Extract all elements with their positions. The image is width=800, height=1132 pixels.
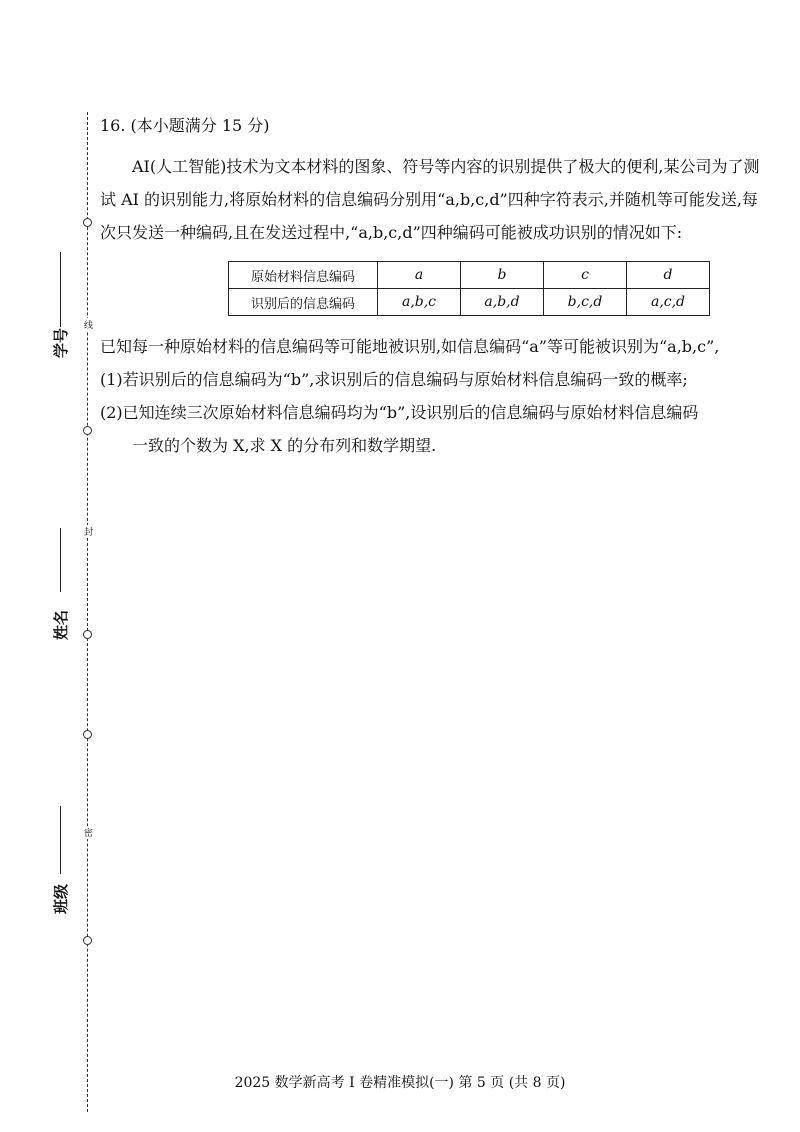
binding-ring <box>83 218 92 227</box>
recognized-code-c: b,c,d <box>544 289 627 316</box>
encoding-table <box>228 261 710 316</box>
known-condition: 已知每一种原始材料的信息编码等可能地被识别,如信息编码“a”等可能被识别为“a,b,c”, <box>100 337 720 356</box>
original-code-d: d <box>627 262 710 289</box>
binding-dashed-line <box>87 112 88 1112</box>
page-footer: 2025 数学新高考 I 卷精准模拟(一) 第 5 页 (共 8 页) <box>234 1075 566 1091</box>
class-underline <box>60 806 61 874</box>
binding-mark-line: 线 <box>82 320 92 329</box>
row-header-original: 原始材料信息编码 <box>229 262 378 289</box>
binding-ring <box>83 730 92 739</box>
student-id-underline <box>60 252 61 327</box>
recognized-code-b: a,b,d <box>461 289 544 316</box>
name-underline <box>60 528 61 592</box>
binding-ring <box>83 936 92 945</box>
binding-mark-secret: 密 <box>82 828 92 837</box>
part-2-line-2: 一致的个数为 X,求 X 的分布列和数学期望. <box>132 436 437 455</box>
table-row <box>229 289 710 316</box>
question-title: 16. (本小题满分 15 分) <box>100 116 270 135</box>
original-code-a: a <box>378 262 461 289</box>
question-intro: AI(人工智能)技术为文本材料的图象、符号等内容的识别提供了极大的便利,某公司为了测试 AI 的识别能力,将原始材料的信息编码分别用“a,b,c,d”四种字符表示,并随机等可能发送,每次只发送一种编码,且在发送过程中,“a,b,c,d”四种编码可能被成功识别的情况如下: <box>100 157 760 242</box>
recognized-code-a: a,b,c <box>378 289 461 316</box>
original-code-c: c <box>544 262 627 289</box>
class-label: 班级 <box>52 883 70 914</box>
student-id-label: 学号 <box>52 327 70 358</box>
row-header-recognized: 识别后的信息编码 <box>229 289 378 316</box>
binding-mark-seal: 封 <box>82 527 92 536</box>
name-label: 姓名 <box>52 609 70 640</box>
original-code-b: b <box>461 262 544 289</box>
binding-ring <box>83 426 92 435</box>
binding-ring <box>83 630 92 639</box>
table-row <box>229 262 710 289</box>
part-2-line-1: (2)已知连续三次原始材料信息编码均为“b”,设识别后的信息编码与原始材料信息编码 <box>100 403 699 422</box>
recognized-code-d: a,c,d <box>627 289 710 316</box>
part-1: (1)若识别后的信息编码为“b”,求识别后的信息编码与原始材料信息编码一致的概率; <box>100 370 688 389</box>
question-16 <box>100 112 760 462</box>
